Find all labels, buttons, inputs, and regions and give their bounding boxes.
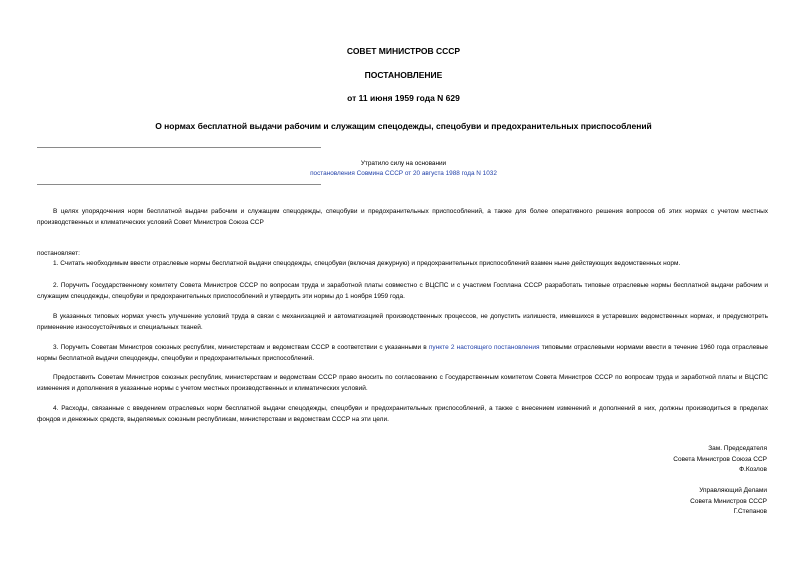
signature-1-position-1: Зам. Председателя <box>708 445 767 452</box>
item-2b-paragraph: В указанных типовых нормах учесть улучшение условий труда в связи с механизацией и автоматизацией производственных процессов, не допустить излишеств, имевшихся в устаревших ведомственных нормах, и предусмотреть применение износоустойчивых и специальных тканей. <box>37 313 768 331</box>
date-number-heading: от 11 июня 1959 года N 629 <box>347 93 460 103</box>
item-4-paragraph: 4. Расходы, связанные с введением отраслевых норм бесплатной выдачи спецодежды, спецобуви и предохранительных приспособлений, а также с внесением изменений и дополнений в них, должны производиться в пределах фондов и денежных средств, выделяемых союзным республикам, министерствам и ведомствам СССР на эти цели. <box>37 405 768 423</box>
signature-2-position-1: Управляющий Делами <box>699 487 767 494</box>
council-heading: СОВЕТ МИНИСТРОВ СССР <box>346 46 461 56</box>
clause-2-link[interactable]: пункте 2 настоящего постановления <box>428 344 540 351</box>
doc-type-heading: ПОСТАНОВЛЕНИЕ <box>364 70 443 80</box>
item-3-paragraph <box>37 343 768 364</box>
item-3b-paragraph: Предоставить Советам Министров союзных республик, министерствам и ведомствам СССР право вносить по согласованию с Государственным комитетом Совета Министров СССР по вопросам труда и заработной платы и ВЦСПС изменения и дополнения в указанные нормы с учетом местных производственных и климатических условий. <box>37 374 768 392</box>
item-1-paragraph: 1. Считать необходимым ввести отраслевые нормы бесплатной выдачи спецодежды, спецобуви (включая дежурную) и предохранительных приспособлений взамен ныне действующих ведомственных норм. <box>53 260 681 267</box>
repeal-notice-line <box>0 169 807 178</box>
divider-top <box>37 147 321 148</box>
divider-bottom <box>37 184 321 185</box>
repeal-decree-link[interactable]: постановления Совмина СССР от 20 августа 1988 года N 1032 <box>310 170 497 177</box>
item-3-text-after: типовыми отраслевыми нормами ввести в течение 1960 года отраслевые нормы бесплатной выдачи спецодежды, спецобуви и предохранительных приспособлений. <box>37 344 768 362</box>
signature-2-position-2: Совета Министров СССР <box>690 497 767 505</box>
decrees-paragraph: постановляет: <box>37 250 80 257</box>
item-3-text-before: 3. Поручить Советам Министров союзных республик, министерствам и ведомствам СССР в соответствии с указанными в <box>53 344 429 351</box>
signature-2-name: Г.Степанов <box>733 508 767 515</box>
repeal-notice-text: Утратило силу на основании <box>360 160 447 167</box>
signature-block-2 <box>467 486 767 518</box>
document-title: О нормах бесплатной выдачи рабочим и служащим спецодежды, спецобуви и предохранительных приспособлений <box>155 121 652 131</box>
signature-1-position-2: Совета Министров Союза ССР <box>673 455 767 463</box>
signature-block-1 <box>467 444 767 476</box>
intro-paragraph: В целях упорядочения норм бесплатной выдачи рабочим и служащим спецодежды, спецобуви и предохранительных приспособлений, а также для более оперативного решения вопросов об этих нормах с учетом местных производственных и климатических условий Совет Министров Союза ССР <box>37 208 768 226</box>
signature-1-name: Ф.Козлов <box>739 466 767 473</box>
item-2-paragraph: 2. Поручить Государственному комитету Совета Министров СССР по вопросам труда и заработной платы совместно с ВЦСПС и с участием Госплана СССР разработать типовые отраслевые нормы бесплатной выдачи рабочим и служащим спецодежды, спецобуви и предохранительных приспособлений и утвердить эти нормы до 1 ноября 1959 года. <box>37 282 768 300</box>
